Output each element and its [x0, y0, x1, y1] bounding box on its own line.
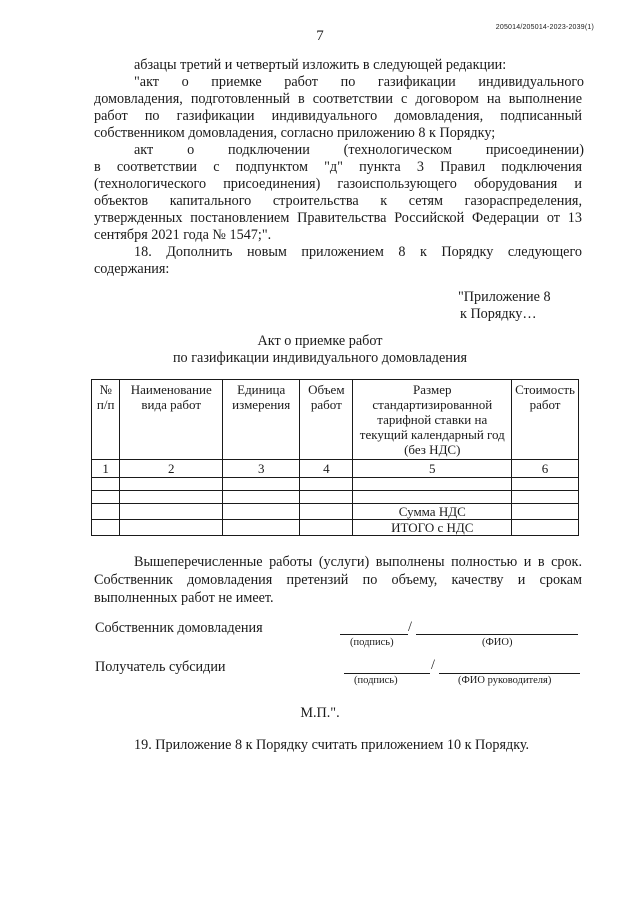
- owner-name-line: [416, 620, 578, 635]
- col-header-unit: Единица измерения: [223, 380, 300, 460]
- col-number: 1: [92, 460, 120, 478]
- col-header-work-type: Наименование вида работ: [120, 380, 223, 460]
- total-label: ИТОГО с НДС: [353, 520, 512, 536]
- table-row: [92, 491, 579, 504]
- para2-text: в соответствии с подпунктом "д" пункта 3 Правил подключения (технологического присоединения) газоиспользующего оборудования и объектов капитального строительства к сетям газораспределения, утвержденных постановлением Правительства Российской Федерации от 13 сентября 2021 года № 1547;".: [94, 159, 582, 243]
- owner-name-caption: (ФИО): [482, 637, 513, 648]
- statement-text: Вышеперечисленные работы (услуги) выполнены полностью и в срок. Собственник домовладения претензий по объему, качеству и срокам выполненных работ не имеет.: [94, 554, 582, 606]
- recipient-label: Получатель субсидии: [95, 659, 226, 675]
- act-title-line-1: Акт о приемке работ: [257, 333, 383, 349]
- act-table: [91, 379, 579, 536]
- recipient-slash: /: [431, 657, 435, 673]
- col-header-number: № п/п: [92, 380, 120, 460]
- para1-text: домовладения, подготовленный в соответствии с договором на выполнение работ по газификации индивидуального домовладения, подписанный собственником домовладения, согласно приложению 8 к Порядку;: [94, 91, 582, 141]
- recipient-sign-caption: (подпись): [354, 675, 398, 686]
- owner-label: Собственник домовладения: [95, 620, 263, 636]
- para2-first-line: акт о подключении (технологическом присоединении): [134, 142, 584, 158]
- vat-label: Сумма НДС: [353, 504, 512, 520]
- col-number: 4: [300, 460, 353, 478]
- page-number: 7: [316, 28, 324, 44]
- col-number: 3: [223, 460, 300, 478]
- total-row: [92, 520, 579, 536]
- intro-text: абзацы третий и четвертый изложить в следующей редакции:: [134, 57, 507, 73]
- owner-slash: /: [408, 619, 412, 635]
- col-header-volume: Объем работ: [300, 380, 353, 460]
- col-number: 5: [353, 460, 512, 478]
- para1-first-line: "акт о приемке работ по газификации индивидуального: [134, 74, 584, 90]
- col-header-cost: Стоимость работ: [512, 380, 579, 460]
- col-number: 2: [120, 460, 223, 478]
- recipient-signature-line: [344, 659, 430, 674]
- appendix-line-2: к Порядку…: [460, 306, 537, 322]
- table-header-row: [92, 380, 579, 460]
- act-title-line-2: по газификации индивидуального домовладения: [172, 350, 468, 366]
- item-19-text: 19. Приложение 8 к Порядку считать приложением 10 к Порядку.: [134, 737, 530, 753]
- recipient-name-caption: (ФИО руководителя): [458, 675, 552, 686]
- col-number: 6: [512, 460, 579, 478]
- item-18-text: 18. Дополнить новым приложением 8 к Порядку следующего содержания:: [94, 244, 582, 277]
- owner-signature-line: [340, 620, 408, 635]
- appendix-line-1: "Приложение 8: [458, 289, 551, 305]
- appendix-heading: [458, 289, 551, 323]
- table-row: [92, 478, 579, 491]
- owner-sign-caption: (подпись): [350, 637, 394, 648]
- col-header-tariff: Размер стандартизированной тарифной ставки на текущий календарный год (без НДС): [353, 380, 512, 460]
- vat-row: [92, 504, 579, 520]
- recipient-name-line: [439, 659, 580, 674]
- document-id: 205014/205014-2023-2039(1): [495, 24, 594, 31]
- column-number-row: [92, 460, 579, 478]
- stamp-place: М.П.".: [300, 705, 340, 721]
